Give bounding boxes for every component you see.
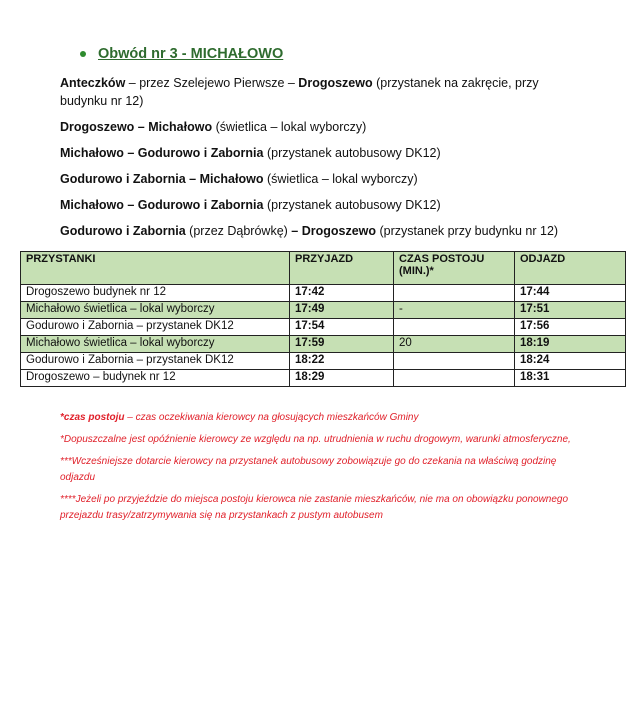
route-line bbox=[60, 74, 580, 110]
table-row bbox=[21, 285, 626, 302]
wait-cell: - bbox=[394, 302, 515, 319]
bullet-icon bbox=[80, 51, 86, 57]
footnote-text: ****Jeżeli po przyjeździe do miejsca postoju kierowca nie zastanie mieszkańców, nie ma on obowiązku ponownego przejazdu trasy/zatrzymywania się na przystankach z pustym autobusem bbox=[60, 494, 569, 521]
footnote-term: *czas postoju bbox=[60, 412, 125, 423]
table-row bbox=[21, 302, 626, 319]
heading-text: Obwód nr 3 - MICHAŁOWO bbox=[98, 46, 284, 62]
route-line bbox=[60, 170, 580, 188]
arrival-cell: 17:42 bbox=[290, 285, 394, 302]
route-place: Michałowo – Godurowo i Zabornia bbox=[60, 146, 264, 160]
arrival-cell: 17:54 bbox=[290, 319, 394, 336]
route-list bbox=[60, 74, 580, 248]
departure-cell: 17:44 bbox=[515, 285, 626, 302]
route-place: Michałowo – Godurowo i Zabornia bbox=[60, 198, 264, 212]
wait-cell bbox=[394, 353, 515, 370]
route-text: (przystanek autobusowy DK12) bbox=[263, 146, 441, 160]
schedule-table bbox=[20, 251, 626, 387]
route-place: Godurowo i Zabornia – Michałowo bbox=[60, 172, 264, 186]
footnotes bbox=[60, 410, 580, 530]
route-text: (świetlica – lokal wyborczy) bbox=[212, 120, 367, 134]
header-wait: CZAS POSTOJU (MIN.)* bbox=[394, 252, 515, 285]
route-line bbox=[60, 118, 580, 136]
wait-cell: 20 bbox=[394, 336, 515, 353]
stop-cell: Michałowo świetlica – lokal wyborczy bbox=[21, 336, 290, 353]
arrival-cell: 17:59 bbox=[290, 336, 394, 353]
route-text: – przez Szelejewo Pierwsze – bbox=[125, 76, 299, 90]
footnote bbox=[60, 492, 580, 524]
section-heading bbox=[80, 46, 283, 62]
footnote-text: ***Wcześniejsze dotarcie kierowcy na przystanek autobusowy zobowiązuje go do czekania na właściwą godzinę odjazdu bbox=[60, 456, 557, 483]
arrival-cell: 18:22 bbox=[290, 353, 394, 370]
route-text: (przystanek przy budynku nr 12) bbox=[376, 224, 559, 238]
route-line bbox=[60, 196, 580, 214]
departure-cell: 18:19 bbox=[515, 336, 626, 353]
arrival-cell: 18:29 bbox=[290, 370, 394, 387]
wait-cell bbox=[394, 285, 515, 302]
header-arrival: PRZYJAZD bbox=[290, 252, 394, 285]
stop-cell: Drogoszewo budynek nr 12 bbox=[21, 285, 290, 302]
stop-cell: Drogoszewo – budynek nr 12 bbox=[21, 370, 290, 387]
stop-cell: Michałowo świetlica – lokal wyborczy bbox=[21, 302, 290, 319]
route-text: (przez Dąbrówkę) bbox=[185, 224, 292, 238]
footnote bbox=[60, 410, 580, 426]
table-header-row bbox=[21, 252, 626, 285]
table-body bbox=[21, 285, 626, 387]
route-place: Godurowo i Zabornia bbox=[60, 224, 186, 238]
route-place: Drogoszewo bbox=[298, 76, 373, 90]
wait-cell bbox=[394, 319, 515, 336]
table-row bbox=[21, 370, 626, 387]
table-row bbox=[21, 353, 626, 370]
route-place: Anteczków bbox=[60, 76, 126, 90]
route-place: – Drogoszewo bbox=[291, 224, 377, 238]
table-row bbox=[21, 336, 626, 353]
table-row bbox=[21, 319, 626, 336]
route-text: (przystanek autobusowy DK12) bbox=[263, 198, 441, 212]
footnote-text: – czas oczekiwania kierowcy na głosujących mieszkańców Gminy bbox=[124, 412, 419, 423]
footnote-text: *Dopuszczalne jest opóźnienie kierowcy ze względu na np. utrudnienia w ruchu drogowym, warunki atmosferyczne, bbox=[60, 434, 571, 445]
route-text: (przystanek na zakręcie, przy budynku nr 12) bbox=[60, 76, 539, 108]
route-text: (świetlica – lokal wyborczy) bbox=[263, 172, 418, 186]
footnote bbox=[60, 454, 580, 486]
route-line bbox=[60, 144, 580, 162]
route-line bbox=[60, 222, 580, 240]
departure-cell: 18:31 bbox=[515, 370, 626, 387]
header-stops: PRZYSTANKI bbox=[21, 252, 290, 285]
wait-cell bbox=[394, 370, 515, 387]
stop-cell: Godurowo i Zabornia – przystanek DK12 bbox=[21, 319, 290, 336]
departure-cell: 17:51 bbox=[515, 302, 626, 319]
route-place: Drogoszewo – Michałowo bbox=[60, 120, 213, 134]
arrival-cell: 17:49 bbox=[290, 302, 394, 319]
departure-cell: 18:24 bbox=[515, 353, 626, 370]
stop-cell: Godurowo i Zabornia – przystanek DK12 bbox=[21, 353, 290, 370]
footnote bbox=[60, 432, 580, 448]
header-departure: ODJAZD bbox=[515, 252, 626, 285]
departure-cell: 17:56 bbox=[515, 319, 626, 336]
